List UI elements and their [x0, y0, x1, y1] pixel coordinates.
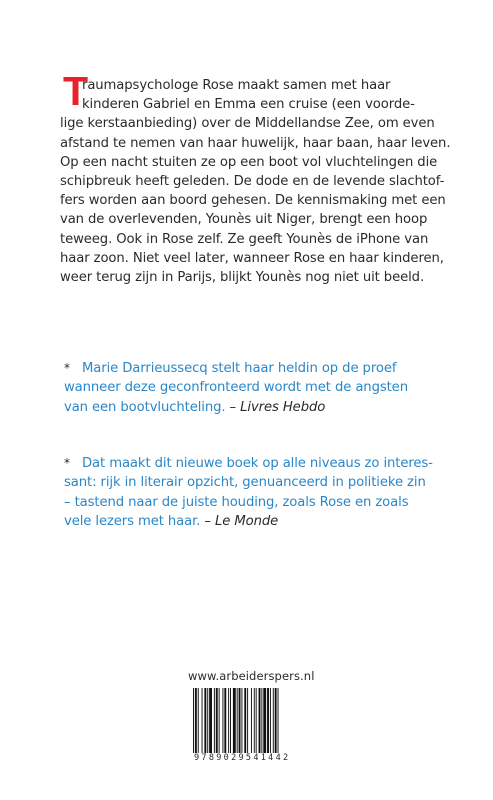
quote-line: vele lezers met haar. [64, 514, 201, 530]
quote-line: wanneer deze geconfronteerd wordt met de angsten [64, 380, 408, 396]
barcode-bar [263, 688, 266, 754]
barcode-bar [273, 688, 274, 754]
barcode-bar [198, 688, 199, 754]
blurb-line: van de overlevenden, Younès uit Niger, brengt een hoop [60, 212, 428, 228]
isbn-barcode [192, 688, 306, 761]
barcode-bar [209, 688, 212, 754]
quote-line: Dat maakt dit nieuwe boek op alle niveaus zo interes- [82, 456, 433, 471]
blurb-line: raumapsychologe Rose maakt samen met haar [82, 78, 391, 93]
quote-dash: – [225, 399, 241, 415]
quote-source: Le Monde [215, 514, 279, 530]
barcode-bar [216, 688, 218, 754]
barcode-bar [237, 688, 238, 761]
barcode-bar [256, 688, 257, 754]
isbn-number: 9789029541442 [194, 753, 291, 763]
barcode-bar [267, 688, 269, 754]
barcode-bar [230, 688, 231, 754]
quote-line: – tastend naar de juiste houding, zoals Rose en zoals [64, 494, 409, 510]
barcode-bar [261, 688, 262, 754]
barcode-bar [222, 688, 223, 754]
barcode-bar [204, 688, 206, 754]
barcode-bar [202, 688, 203, 754]
barcode-bar [275, 688, 277, 754]
drop-cap: T [63, 68, 89, 114]
barcode-bar [241, 688, 242, 754]
barcode-bar [270, 688, 271, 754]
barcode-bar [219, 688, 220, 754]
asterisk-marker: * [64, 456, 70, 470]
blurb-line: kinderen Gabriel en Emma een cruise (een voorde- [82, 97, 415, 113]
blurb-line: teweeg. Ook in Rose zelf. Ze geeft Younès de iPhone van [60, 231, 429, 247]
publisher-url[interactable]: www.arbeiderspers.nl [188, 669, 315, 683]
quote-source: Livres Hebdo [240, 399, 326, 415]
barcode-bar [254, 688, 255, 754]
blurb-line: schipbreuk heeft geleden. De dode en de levende slachtof- [60, 173, 445, 189]
barcode-bar [247, 688, 248, 754]
quote-line: Marie Darrieussecq stelt haar heldin op de proef [82, 361, 397, 376]
asterisk-marker: * [64, 361, 70, 375]
blurb-line: haar zoon. Niet veel later, wanneer Rose en haar kinderen, [60, 250, 444, 266]
review-quote [64, 359, 444, 417]
barcode-bar [233, 688, 236, 754]
blurb-line: afstand te nemen van haar huwelijk, haar baan, haar leven. [60, 135, 451, 151]
barcode-bar [251, 688, 252, 754]
blurb-line: lige kerstaanbieding) over de Middellandse Zee, om even [60, 116, 435, 132]
quote-line: van een bootvluchteling. [64, 399, 226, 415]
barcode-bar [239, 688, 241, 754]
barcode-bar [207, 688, 208, 754]
blurb-line: weer terug zijn in Parijs, blijkt Younès nog niet uit beeld. [60, 269, 425, 285]
quote-dash: – [200, 514, 216, 530]
blurb-line: Op een nacht stuiten ze op een boot vol vluchtelingen die [60, 154, 438, 170]
barcode-bar [278, 688, 279, 761]
blurb-text [60, 76, 451, 287]
barcode-bar [214, 688, 215, 754]
blurb-line: fers worden aan boord gehesen. De kennismaking met een [60, 193, 446, 209]
barcode-bar [244, 688, 246, 754]
barcode-bar [193, 688, 194, 761]
barcode-bar [195, 688, 197, 761]
quote-line: sant: rijk in literair opzicht, genuanceerd in politieke zin [64, 475, 426, 491]
barcode-bar [224, 688, 226, 754]
barcode-bar [259, 688, 261, 754]
review-quote [64, 454, 444, 532]
barcode-bar [228, 688, 229, 754]
